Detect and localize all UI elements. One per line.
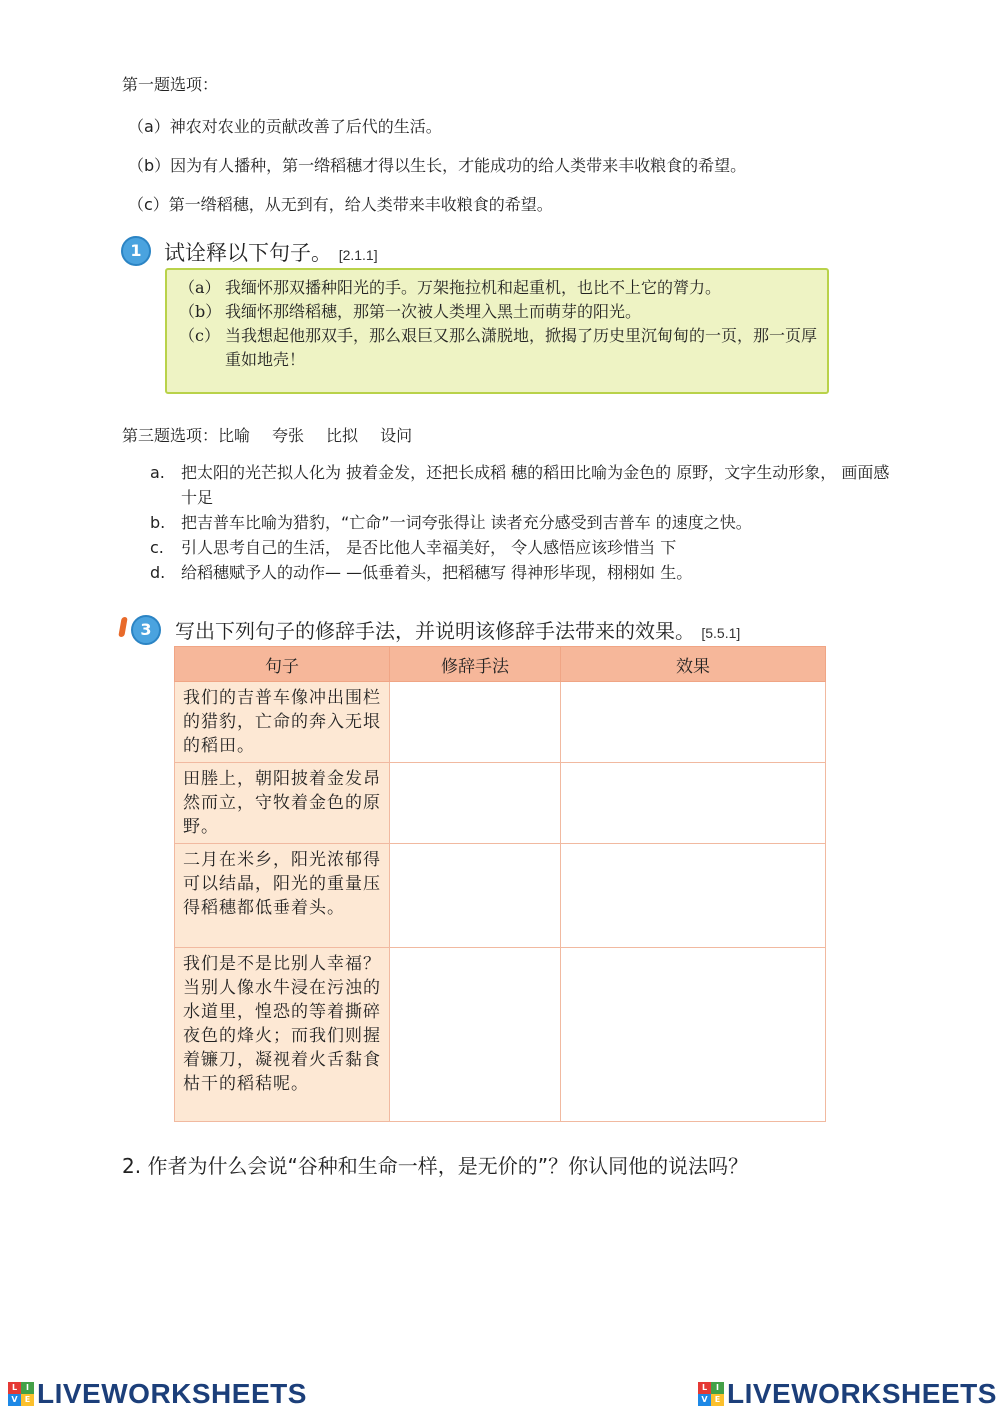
section1-title-text: 试诠释以下句子。 xyxy=(164,241,332,265)
quote-text: 我缅怀那绺稻穗，那第一次被人类埋入黑土而萌芽的阳光。 xyxy=(225,302,642,321)
list-letter: b. xyxy=(150,513,166,532)
section3-ref: [5.5.1] xyxy=(701,625,741,641)
logo-text: LIVEWORKSHEETS xyxy=(727,1378,997,1409)
list-text: 把吉普车比喻为猎豹，“亡命”一词夸张得让 读者充分感受到吉普车 的速度之快。 xyxy=(181,513,752,532)
device-answer-cell[interactable] xyxy=(390,763,561,844)
section1-quote-box xyxy=(165,268,829,394)
q3-options-title xyxy=(122,423,434,446)
device-answer-cell[interactable] xyxy=(390,948,561,1122)
section3-badge: 3 xyxy=(131,615,161,645)
liveworksheets-logo-icon: L I V E xyxy=(698,1382,724,1406)
list-item xyxy=(150,460,890,510)
table-header-row xyxy=(175,647,826,682)
quote-text: 当我想起他那双手，那么艰巨又那么潇脱地，掀揭了历史里沉甸甸的一页，那一页厚重如地壳！ xyxy=(225,326,818,369)
table-row xyxy=(175,763,826,844)
sentence-cell: 我们是不是比别人幸福？当别人像水牛浸在污浊的水道里，惶恐的等着撕碎夜色的烽火；而我们则握着镰刀，凝视着火舌黏食枯干的稻秸呢。 xyxy=(175,948,390,1122)
choice-rhetorical-question: 设问 xyxy=(380,426,413,445)
list-item xyxy=(150,535,890,560)
list-text: 给稻穗赋予人的动作— —低垂着头，把稻穗写 得神形毕现，栩栩如 生。 xyxy=(181,563,693,582)
quote-item-b xyxy=(179,300,817,324)
choice-personification: 比拟 xyxy=(326,426,359,445)
quote-label: （b） xyxy=(179,302,222,321)
quote-label: （a） xyxy=(179,278,221,297)
section3-title xyxy=(175,615,740,644)
table-row xyxy=(175,844,826,948)
sentence-cell: 我们的吉普车像冲出围栏的猎豹，亡命的奔入无垠的稻田。 xyxy=(175,682,390,763)
section3-title-text: 写出下列句子的修辞手法，并说明该修辞手法带来的效果。 xyxy=(175,619,695,643)
section3-accent-mark xyxy=(118,617,128,637)
list-item xyxy=(150,560,890,585)
table-row xyxy=(175,948,826,1122)
header-device: 修辞手法 xyxy=(390,647,561,682)
effect-answer-cell[interactable] xyxy=(561,682,826,763)
liveworksheets-logo-left[interactable] xyxy=(8,1378,307,1410)
effect-answer-cell[interactable] xyxy=(561,763,826,844)
quote-item-a xyxy=(179,276,817,300)
q3-answer-list xyxy=(150,460,890,585)
question-2: 2. 作者为什么会说“谷种和生命一样，是无价的”？你认同他的说法吗？ xyxy=(122,1154,749,1178)
section1-badge: 1 xyxy=(121,236,151,266)
effect-answer-cell[interactable] xyxy=(561,948,826,1122)
q1-options-title: 第一题选项： xyxy=(122,75,219,94)
q3-options-label: 第三题选项： xyxy=(122,426,219,445)
section1-title xyxy=(164,237,378,267)
quote-text: 我缅怀那双播种阳光的手。万架拖拉机和起重机，也比不上它的膂力。 xyxy=(225,278,722,297)
quote-item-c xyxy=(179,324,817,372)
table-row xyxy=(175,682,826,763)
list-item xyxy=(150,510,890,535)
section1-ref: [2.1.1] xyxy=(338,247,378,263)
rhetoric-table xyxy=(174,646,826,1122)
q1-option-b: （b）因为有人播种，第一绺稻穗才得以生长，才能成功的给人类带来丰收粮食的希望。 xyxy=(128,156,747,175)
sentence-cell: 二月在米乡，阳光浓郁得可以结晶，阳光的重量压得稻穗都低垂着头。 xyxy=(175,844,390,948)
header-sentence: 句子 xyxy=(175,647,390,682)
list-letter: a. xyxy=(150,463,165,482)
list-letter: c. xyxy=(150,538,164,557)
header-effect: 效果 xyxy=(561,647,826,682)
list-text: 把太阳的光芒拟人化为 披着金发，还把长成稻 穗的稻田比喻为金色的 原野，文字生动形象， 画面感十足 xyxy=(181,463,890,507)
list-letter: d. xyxy=(150,563,166,582)
choice-simile: 比喻 xyxy=(218,426,251,445)
q1-option-c: （c）第一绺稻穗，从无到有，给人类带来丰收粮食的希望。 xyxy=(128,195,553,214)
quote-label: （c） xyxy=(179,326,220,345)
device-answer-cell[interactable] xyxy=(390,682,561,763)
liveworksheets-logo-icon: L I V E xyxy=(8,1382,34,1406)
q1-option-a: （a）神农对农业的贡献改善了后代的生活。 xyxy=(128,117,442,136)
logo-text: LIVEWORKSHEETS xyxy=(37,1378,307,1409)
liveworksheets-logo-right[interactable] xyxy=(698,1378,997,1410)
sentence-cell: 田塍上，朝阳披着金发昂然而立，守牧着金色的原野。 xyxy=(175,763,390,844)
choice-hyperbole: 夸张 xyxy=(272,426,305,445)
device-answer-cell[interactable] xyxy=(390,844,561,948)
effect-answer-cell[interactable] xyxy=(561,844,826,948)
list-text: 引人思考自己的生活， 是否比他人幸福美好， 令人感悟应该珍惜当 下 xyxy=(181,538,677,557)
